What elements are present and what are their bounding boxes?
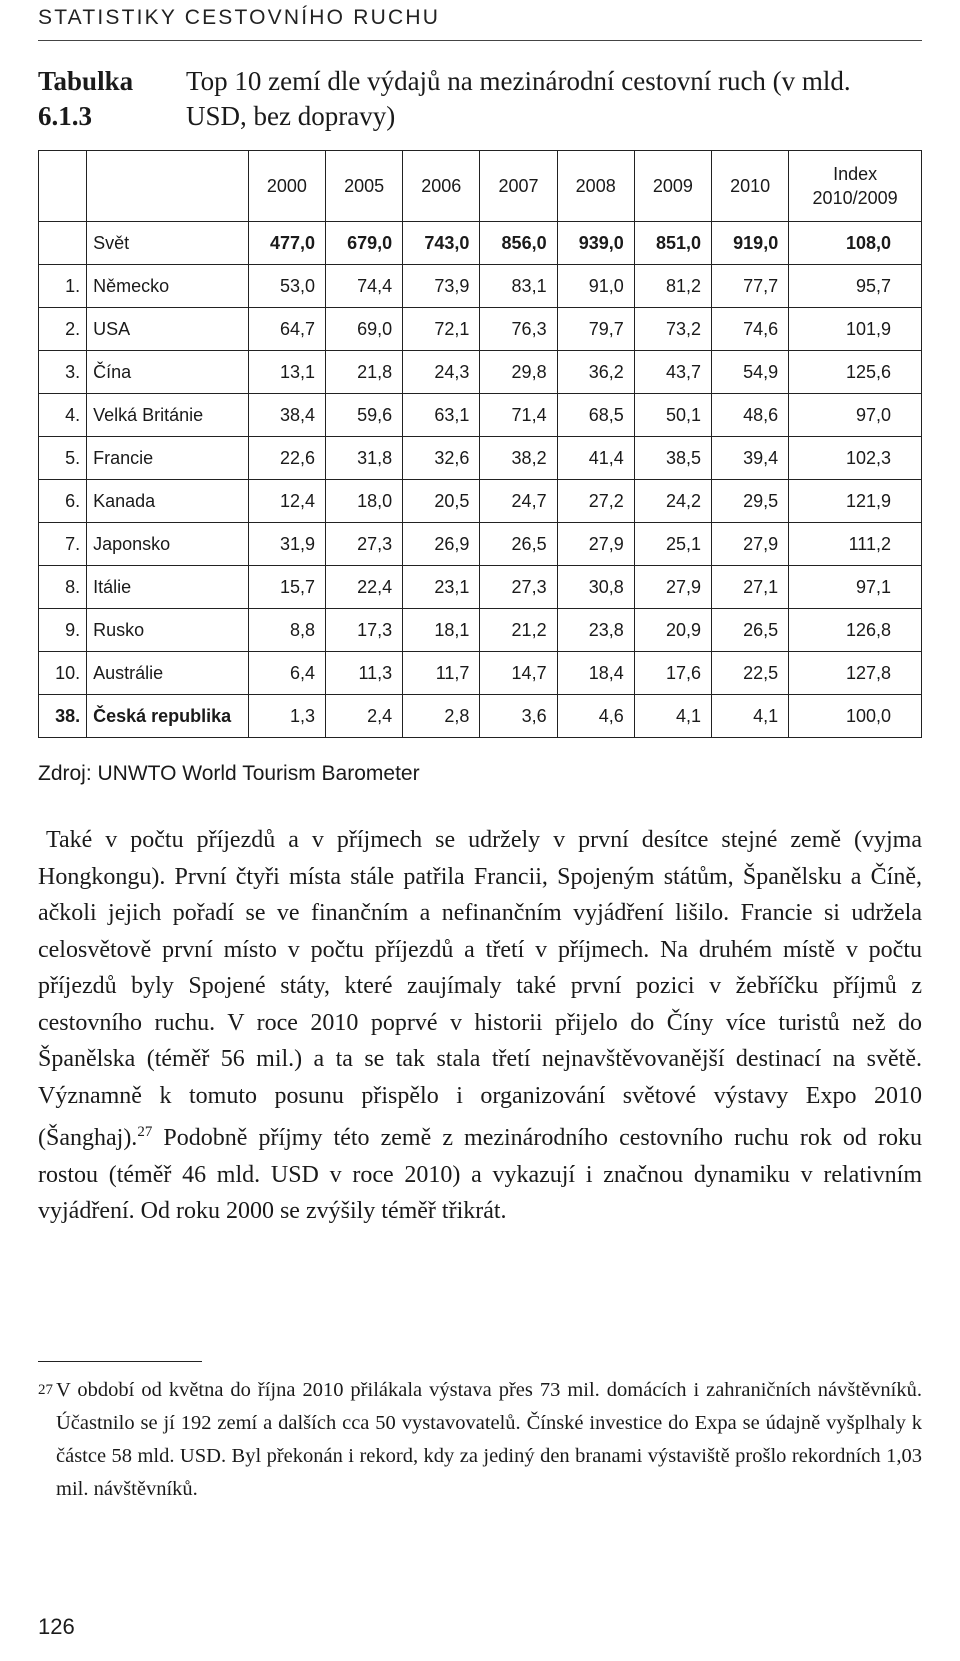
row-value: 43,7 [634, 351, 711, 394]
row-value: 27,3 [325, 523, 402, 566]
row-rank: 10. [39, 652, 87, 695]
footnote-rule [38, 1361, 202, 1362]
row-value: 38,2 [480, 437, 557, 480]
row-value: 2,8 [403, 695, 480, 738]
year-header: 2009 [634, 151, 711, 222]
row-value: 679,0 [325, 222, 402, 265]
table-caption [38, 64, 918, 134]
footnote-text: V období od května do října 2010 přilákala výstava přes 73 mil. domácích i zahraničních návštěvníků. Účastnilo se jí 192 zemí a dalších cca 50 vystavovatelů. Čínské investice do Expa se údajně vyšplhaly k částce 58 mld. USD. Byl překonán i rekord, kdy za jediný den branami výstaviště prošlo rekordních 1,03 mil. návštěvníků. [56, 1379, 922, 1500]
row-index: 108,0 [789, 222, 922, 265]
row-rank: 1. [39, 265, 87, 308]
row-index: 101,9 [789, 308, 922, 351]
row-value: 50,1 [634, 394, 711, 437]
index-header-line2: 2010/2009 [812, 188, 898, 208]
row-value: 36,2 [557, 351, 634, 394]
row-country: Čína [87, 351, 249, 394]
table-row [39, 265, 922, 308]
row-value: 91,0 [557, 265, 634, 308]
body-paragraph [38, 822, 922, 1230]
row-rank: 8. [39, 566, 87, 609]
row-value: 59,6 [325, 394, 402, 437]
year-header: 2010 [712, 151, 789, 222]
index-header-line1: Index [833, 164, 878, 184]
row-value: 14,7 [480, 652, 557, 695]
row-country: Kanada [87, 480, 249, 523]
year-header: 2007 [480, 151, 557, 222]
running-header: STATISTIKY CESTOVNÍHO RUCHU [38, 6, 441, 29]
row-value: 24,7 [480, 480, 557, 523]
row-country: Německo [87, 265, 249, 308]
table-row [39, 351, 922, 394]
row-value: 17,6 [634, 652, 711, 695]
row-value: 68,5 [557, 394, 634, 437]
row-value: 4,1 [634, 695, 711, 738]
row-value: 21,8 [325, 351, 402, 394]
row-value: 20,5 [403, 480, 480, 523]
row-rank: 2. [39, 308, 87, 351]
row-country: Itálie [87, 566, 249, 609]
row-value: 71,4 [480, 394, 557, 437]
row-country: Austrálie [87, 652, 249, 695]
row-value: 24,3 [403, 351, 480, 394]
row-value: 27,9 [557, 523, 634, 566]
row-rank: 3. [39, 351, 87, 394]
table-row [39, 394, 922, 437]
row-country: Francie [87, 437, 249, 480]
row-index: 97,1 [789, 566, 922, 609]
table-row [39, 609, 922, 652]
row-value: 22,6 [248, 437, 325, 480]
row-value: 39,4 [712, 437, 789, 480]
table-row [39, 480, 922, 523]
row-value: 30,8 [557, 566, 634, 609]
row-value: 24,2 [634, 480, 711, 523]
row-rank: 7. [39, 523, 87, 566]
table-caption-label: Tabulka 6.1.3 [38, 66, 134, 131]
row-country: Rusko [87, 609, 249, 652]
row-value: 27,9 [712, 523, 789, 566]
row-value: 79,7 [557, 308, 634, 351]
table-row [39, 652, 922, 695]
row-value: 63,1 [403, 394, 480, 437]
year-header: 2006 [403, 151, 480, 222]
row-country: Velká Británie [87, 394, 249, 437]
body-text-main: Také v počtu příjezdů a v příjmech se udržely v první desítce stejné země (vyjma Hongkongu). První čtyři místa stále patřila Francii, Spojeným státům, Španělsku a Číně, ačkoli jejich pořadí se ve finančním a nefinančním vyjádření lišilo. Francie si udržela celosvětově první místo v počtu příjezdů a třetí v příjmech. Na druhém místě v počtu příjezdů byly Spojené státy, které zaujímaly také první pozici v žebříčku příjmů z cestovního ruchu. V roce 2010 poprvé v historii přijelo do Číny více turistů než do Španělska (téměř 56 mil.) a ta se tak stala třetí nejnavštěvovanější destinací na světě. Významně k tomuto posunu přispělo i organizování světové výstavy Expo 2010 (Šanghaj). [38, 827, 922, 1151]
row-value: 26,9 [403, 523, 480, 566]
row-value: 939,0 [557, 222, 634, 265]
row-value: 4,1 [712, 695, 789, 738]
row-index: 111,2 [789, 523, 922, 566]
row-country: USA [87, 308, 249, 351]
row-value: 25,1 [634, 523, 711, 566]
row-index: 95,7 [789, 265, 922, 308]
row-value: 919,0 [712, 222, 789, 265]
tourism-expenditure-table [38, 150, 922, 738]
row-value: 77,7 [712, 265, 789, 308]
row-value: 27,3 [480, 566, 557, 609]
row-value: 27,1 [712, 566, 789, 609]
year-header: 2000 [248, 151, 325, 222]
row-value: 477,0 [248, 222, 325, 265]
row-value: 22,4 [325, 566, 402, 609]
header-empty-name [87, 151, 249, 222]
row-value: 1,3 [248, 695, 325, 738]
row-value: 27,2 [557, 480, 634, 523]
row-value: 22,5 [712, 652, 789, 695]
row-value: 81,2 [634, 265, 711, 308]
row-rank: 6. [39, 480, 87, 523]
row-value: 26,5 [712, 609, 789, 652]
table-row [39, 523, 922, 566]
row-value: 48,6 [712, 394, 789, 437]
row-value: 73,2 [634, 308, 711, 351]
row-country: Svět [87, 222, 249, 265]
year-header: 2005 [325, 151, 402, 222]
table-row [39, 437, 922, 480]
row-value: 2,4 [325, 695, 402, 738]
row-country: Japonsko [87, 523, 249, 566]
row-value: 3,6 [480, 695, 557, 738]
row-rank: 5. [39, 437, 87, 480]
row-value: 11,7 [403, 652, 480, 695]
page-number: 126 [38, 1614, 75, 1639]
row-value: 74,6 [712, 308, 789, 351]
row-value: 18,1 [403, 609, 480, 652]
year-header: 2008 [557, 151, 634, 222]
row-value: 29,8 [480, 351, 557, 394]
row-index: 125,6 [789, 351, 922, 394]
table-caption-title: Top 10 zemí dle výdajů na mezinárodní cestovní ruch (v mld. USD, bez dopravy) [186, 66, 851, 131]
row-value: 69,0 [325, 308, 402, 351]
row-value: 32,6 [403, 437, 480, 480]
row-value: 20,9 [634, 609, 711, 652]
row-value: 18,4 [557, 652, 634, 695]
header-empty-rank [39, 151, 87, 222]
row-value: 38,4 [248, 394, 325, 437]
table-row [39, 695, 922, 738]
row-value: 73,9 [403, 265, 480, 308]
row-value: 27,9 [634, 566, 711, 609]
index-header [789, 151, 922, 222]
row-value: 851,0 [634, 222, 711, 265]
row-value: 23,1 [403, 566, 480, 609]
row-value: 83,1 [480, 265, 557, 308]
row-value: 17,3 [325, 609, 402, 652]
row-index: 126,8 [789, 609, 922, 652]
row-value: 74,4 [325, 265, 402, 308]
table-header-row [39, 151, 922, 222]
row-value: 54,9 [712, 351, 789, 394]
row-country: Česká republika [87, 695, 249, 738]
row-value: 29,5 [712, 480, 789, 523]
row-value: 72,1 [403, 308, 480, 351]
row-value: 41,4 [557, 437, 634, 480]
row-index: 102,3 [789, 437, 922, 480]
table-row [39, 222, 922, 265]
row-value: 6,4 [248, 652, 325, 695]
row-value: 64,7 [248, 308, 325, 351]
row-value: 15,7 [248, 566, 325, 609]
row-value: 76,3 [480, 308, 557, 351]
body-text-continued: Podobně příjmy této země z mezinárodního cestovního ruchu rok od roku rostou (téměř 46 mld. USD v roce 2010) a vykazují i značnou dynamiku v relativním vyjádření. Od roku 2000 se zvýšily téměř třikrát. [38, 1125, 922, 1224]
row-value: 53,0 [248, 265, 325, 308]
row-rank: 38. [39, 695, 87, 738]
row-value: 31,8 [325, 437, 402, 480]
row-index: 121,9 [789, 480, 922, 523]
row-value: 11,3 [325, 652, 402, 695]
row-rank [39, 222, 87, 265]
row-value: 4,6 [557, 695, 634, 738]
row-value: 23,8 [557, 609, 634, 652]
row-value: 13,1 [248, 351, 325, 394]
table-row [39, 308, 922, 351]
row-index: 97,0 [789, 394, 922, 437]
row-rank: 4. [39, 394, 87, 437]
footnote-reference: 27 [137, 1124, 153, 1140]
row-value: 743,0 [403, 222, 480, 265]
row-value: 12,4 [248, 480, 325, 523]
footnote [38, 1374, 922, 1506]
table-source: Zdroj: UNWTO World Tourism Barometer [38, 762, 420, 785]
row-value: 26,5 [480, 523, 557, 566]
row-value: 21,2 [480, 609, 557, 652]
row-value: 31,9 [248, 523, 325, 566]
table-row [39, 566, 922, 609]
footnote-number: 27 [38, 1382, 53, 1398]
row-rank: 9. [39, 609, 87, 652]
header-rule [38, 40, 922, 41]
row-value: 38,5 [634, 437, 711, 480]
row-index: 127,8 [789, 652, 922, 695]
row-value: 856,0 [480, 222, 557, 265]
row-value: 18,0 [325, 480, 402, 523]
row-value: 8,8 [248, 609, 325, 652]
row-index: 100,0 [789, 695, 922, 738]
